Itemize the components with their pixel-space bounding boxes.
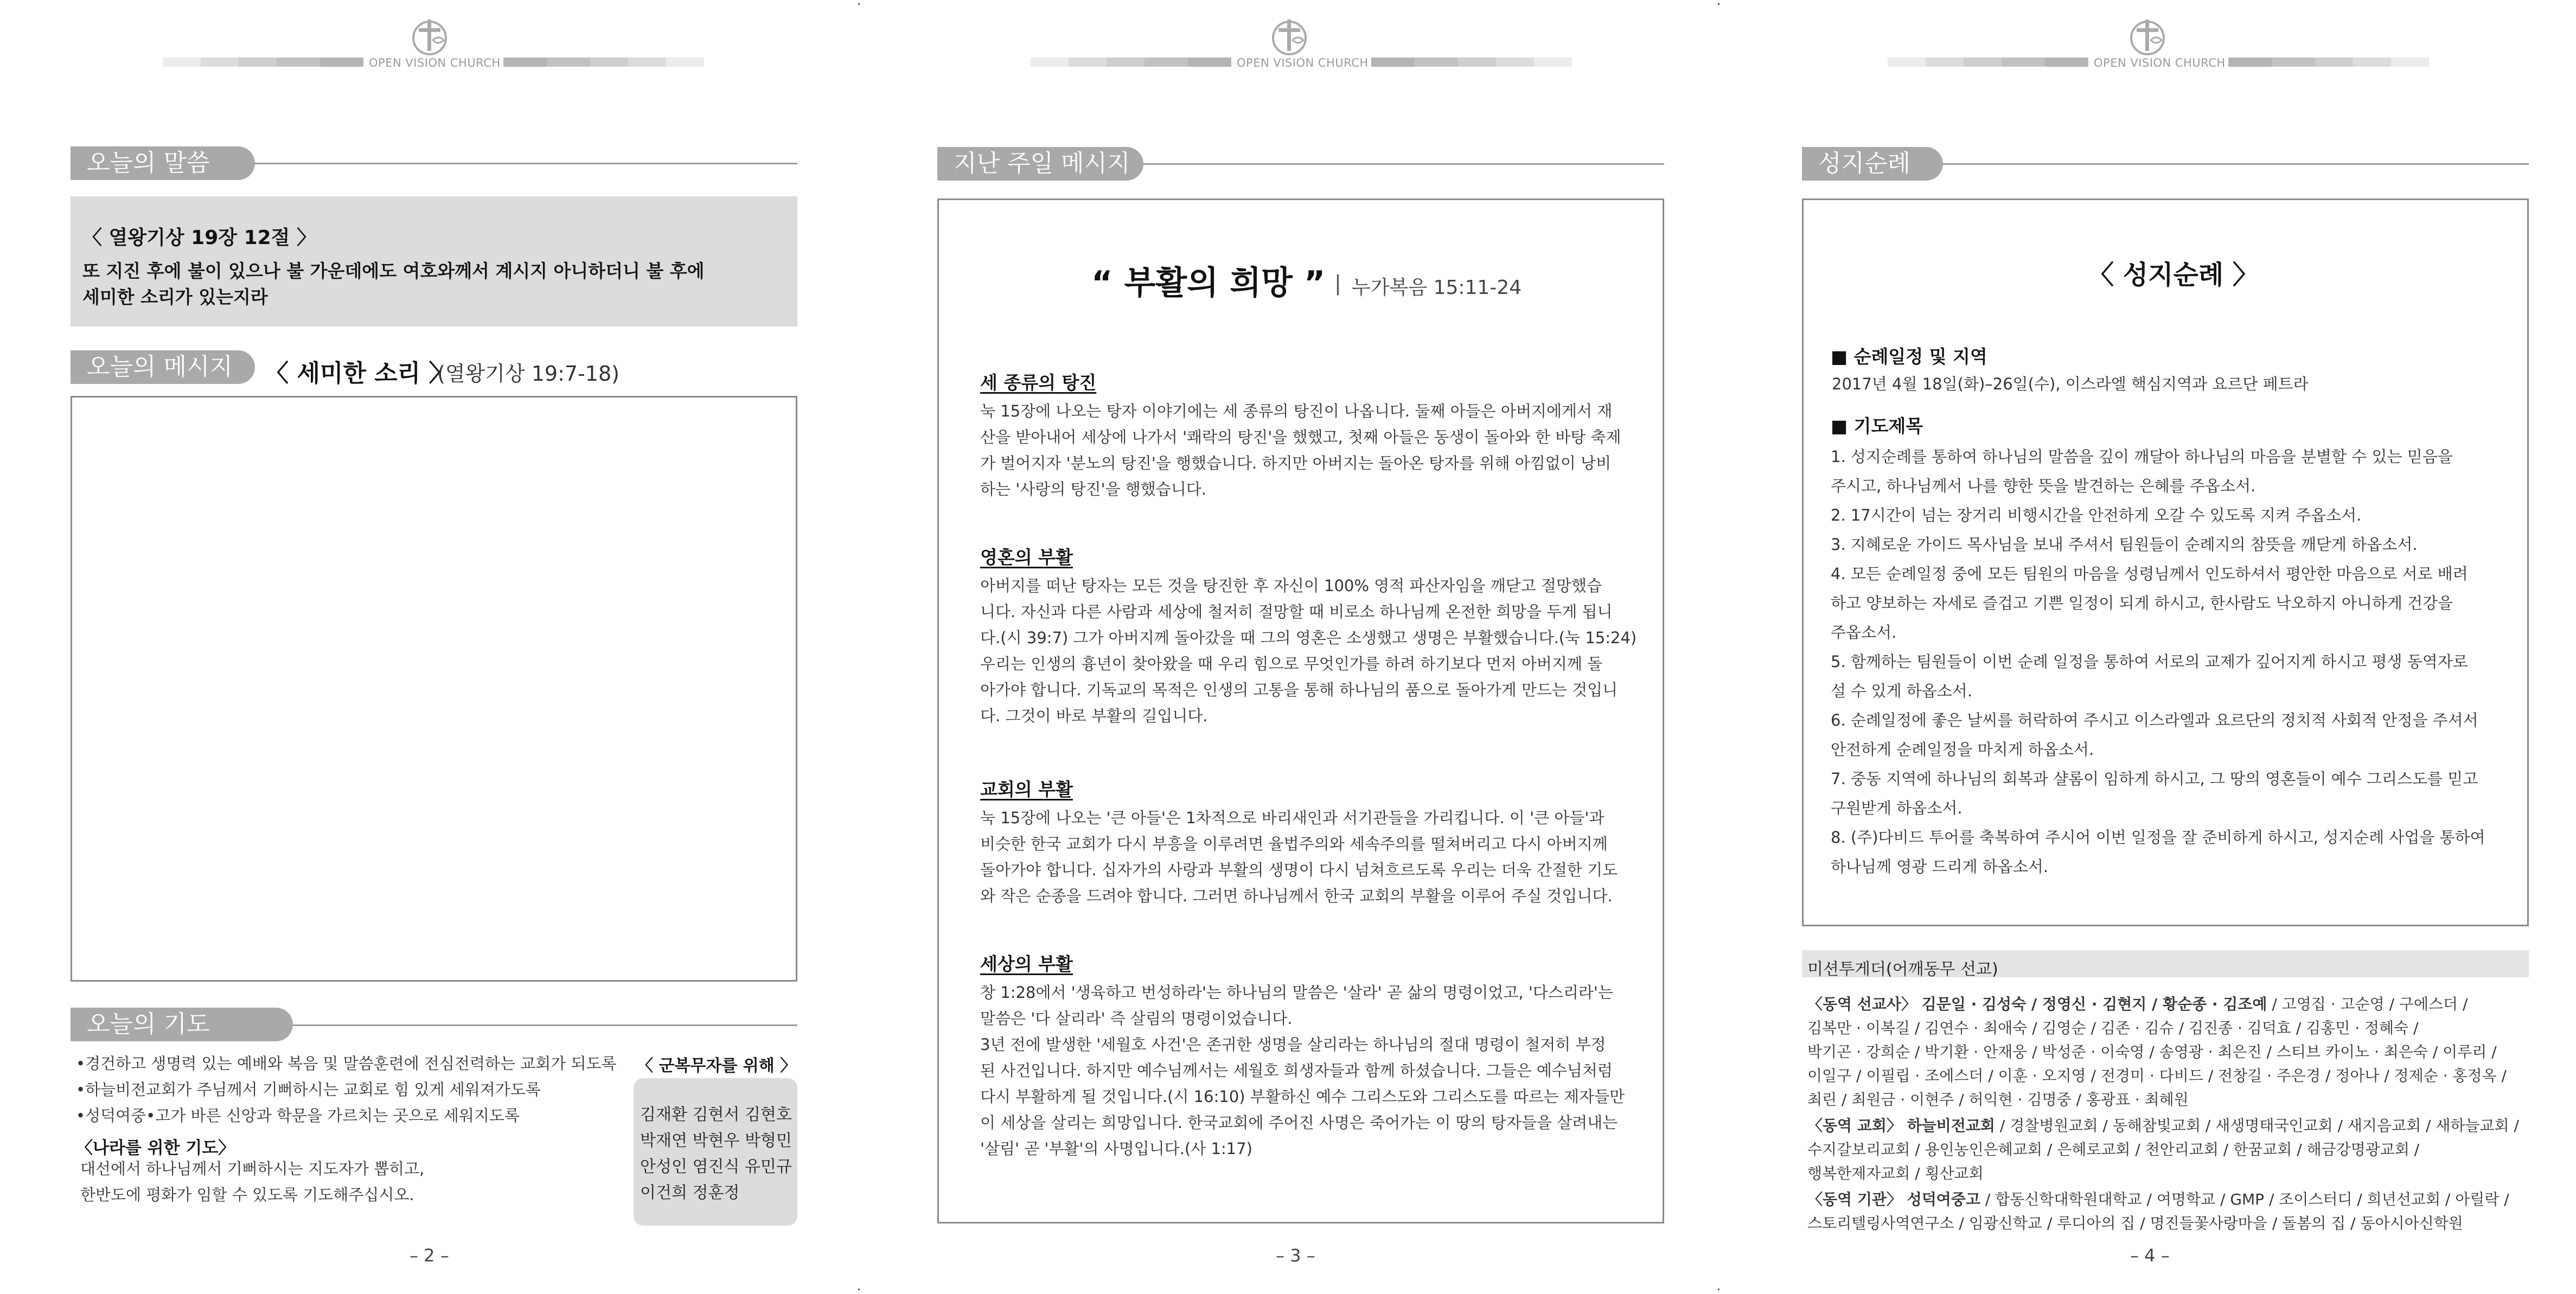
- schedule-text: 2017년 4월 18일(화)–26일(수), 이스라엘 핵심지역과 요르단 페트라: [1832, 375, 2309, 393]
- header-bar-right: [2228, 57, 2429, 67]
- pilgrimage-section-title: 성지순례: [1802, 147, 1943, 181]
- mission-line-text: / 합동신학대학원대학교 / 여명학교 / GMP / 조이스터디 / 희년선교회 / 아릴락 /: [1980, 1190, 2509, 1208]
- crop-mark: [1718, 1289, 1720, 1290]
- mission-line: [1807, 1212, 2463, 1233]
- mission-line-text: 수지갈보리교회 / 용인농인은혜교회 / 은혜로교회 / 천안리교회 / 한꿈교회 / 해금강명광교회 /: [1807, 1141, 2420, 1158]
- prayer-section-title: 오늘의 기도: [71, 1008, 293, 1041]
- military-heading: 〈 군복무자를 위해 〉: [637, 1056, 797, 1075]
- nation-prayer-line: 한반도에 평화가 임할 수 있도록 기도해주십시오.: [80, 1186, 414, 1204]
- mission-line: [1807, 1188, 2509, 1209]
- mission-line-text: 이일구 / 이필립 · 조에스더 / 이훈 · 오지영 / 전경미 · 다비드 / 전창길 · 주은경 / 정아나 / 정제순 · 홍정옥 /: [1807, 1067, 2507, 1085]
- prayer-topic-line: 8. (주)다비드 투어를 축복하여 주시어 이번 일정을 잘 준비하게 하시고, 성지순례 사업을 통하여: [1831, 828, 2485, 847]
- prayer-item: •하늘비전교회가 주님께서 기뻐하시는 교회로 힘 있게 세워져가도록: [76, 1080, 541, 1099]
- mission-line: [1807, 1040, 2497, 1062]
- header-bar-right: [503, 57, 704, 67]
- mission-title: 미션투게더(어깨동무 선교): [1807, 960, 1998, 979]
- prayer-topic-line: 설 수 있게 하옵소서.: [1831, 682, 1972, 700]
- mission-line-text: / 고영집 · 고순영 / 구에스더 /: [2267, 995, 2468, 1013]
- prayer-topic-line: 하나님께 영광 드리게 하옵소서.: [1831, 857, 2049, 876]
- prayer-topic-line: 주옵소서.: [1831, 623, 1897, 642]
- mission-line-text: 스토리텔링사역연구소 / 임광신학교 / 루디아의 집 / 명진들꽃사랑마을 / 돌봄의 집 / 동아시아신학원: [1807, 1214, 2463, 1232]
- crop-mark: [858, 3, 860, 5]
- page-2: [0, 0, 858, 1294]
- word-section-title: 오늘의 말씀: [71, 146, 255, 180]
- notes-box[interactable]: [71, 396, 797, 982]
- prayer-topic-line: 7. 중동 지역에 하나님의 회복과 샬롬이 임하게 하시고, 그 땅의 영혼들이 예수 그리스도를 믿고: [1831, 770, 2478, 788]
- military-box: [634, 1078, 797, 1226]
- sermon-reference: (열왕기상 19:7-18): [437, 362, 619, 386]
- sermon-subheading: 교회의 부활: [980, 779, 1073, 800]
- page-number: – 4 –: [2130, 1245, 2170, 1266]
- mission-line-text: / 경찰병원교회 / 동해참빛교회 / 새생명태국인교회 / 새지음교회 / 새하늘교회 /: [1995, 1117, 2519, 1135]
- prayer-topic-line: 주시고, 하나님께서 나를 향한 뜻을 발견하는 은혜를 주옵소서.: [1831, 477, 2256, 495]
- verse-line: 세미한 소리가 있는지라: [82, 286, 268, 308]
- prayer-topic-line: 5. 함께하는 팀원들이 이번 순례 일정을 통하여 서로의 교제가 깊어지게 하시고 평생 동역자로: [1831, 652, 2468, 671]
- page-number: – 3 –: [1276, 1245, 1315, 1266]
- mission-line-label: 〈동역 교회〉 하늘비전교회: [1807, 1117, 1995, 1135]
- sermon-paragraph: 눅 15장에 나오는 탕자 이야기에는 세 종류의 탕진이 나옵니다. 둘째 아들은 아버지에게서 재 산을 받아내어 세상에 나가서 '쾌락의 탕진'을 했했고, 첫째 아들은 동생이 돌아와 한 바탕 축제 가 벌어지자 '분노의 탕진'을 행했습니다. 하지만 아버지는 돌아온 탕자를 위해 아낌없이 낭비 하는 '사랑의 탕진'을 행했습니다.: [980, 402, 1621, 498]
- page-3: [858, 0, 1718, 1294]
- header-bar-left: [1031, 57, 1231, 67]
- prayer-topic-line: 구원받게 하옵소서.: [1831, 799, 1963, 817]
- header-bar-right: [1371, 57, 1572, 67]
- verse-line: 또 지진 후에 불이 있으나 불 가운데에도 여호와께서 계시지 아니하더니 불 후에: [82, 260, 705, 281]
- church-cross-logo-icon: [2126, 15, 2169, 59]
- sermon-title: 〈 세미한 소리 〉: [265, 360, 453, 387]
- sermon-paragraph: 눅 15장에 나오는 '큰 아들'은 1차적으로 바리새인과 서기관들을 가리킵니다. 이 '큰 아들'과 비슷한 한국 교회가 다시 부흥을 이루려면 율법주의와 세속주의를 떨쳐버리고 다시 아버지께 돌아가야 합니다. 십자가의 사랑과 부활의 생명이 다시 넘쳐흐르도록 우리는 더욱 간절한 기도 와 작은 순종을 드려야 합니다. 그러면 하나님께서 한국 교회의 부활을 이루어 주실 것입니다.: [980, 809, 1618, 905]
- church-cross-logo-icon: [408, 15, 451, 59]
- mission-line-label: 〈동역 선교사〉 김문일 · 김성숙 / 정영신 · 김현지 / 황순종 · 김조예: [1807, 995, 2267, 1013]
- sermon-title: “ 부활의 희망 ”: [1091, 264, 1326, 302]
- prayer-item: •성덕여중•고가 바른 신앙과 학문을 가르치는 곳으로 세워지도록: [76, 1106, 520, 1125]
- prayer-topic-line: 2. 17시간이 넘는 장거리 비행시간을 안전하게 오갈 수 있도록 지켜 주옵소서.: [1831, 506, 2362, 524]
- sermon-subheading: 영혼의 부활: [980, 547, 1073, 568]
- sermon-paragraph: 창 1:28에서 '생육하고 번성하라'는 하나님의 말씀은 '살라' 곧 삶의 명령이었고, '다스리라'는 말씀은 '다 살리라' 즉 살림의 명령이었습니다. 3년 전에 발생한 '세월호 사건'은 존귀한 생명을 살리라는 하나님의 절대 명령이 철저히 부정 된 사건입니다. 하지만 예수님께서는 세월호 희생자들과 함께 하셨습니다. 그들은 예수님처럼 다시 부활하게 될 것입니다.(시 16:10) 부활하신 예수 그리스도와 그리스도를 따르는 제자들만 이 세상을 살리는 희망입니다. 한국교회에 주어진 사명은 죽어가는 이 땅의 탕자들을 살려내는 '살림' 곧 '부활'의 사명입니다.(사 1:17): [980, 983, 1625, 1158]
- military-row: 박재연 박현우 박형민: [640, 1131, 792, 1150]
- sermon-reference: 누가복음 15:11-24: [1352, 277, 1522, 299]
- mission-line: [1807, 1114, 2519, 1136]
- prayer-topic-line: 안전하게 순례일정을 마치게 하옵소서.: [1831, 740, 2094, 759]
- page-number: – 2 –: [410, 1245, 449, 1266]
- military-row: 이건희 정훈정: [640, 1183, 740, 1202]
- header-bar-left: [1888, 57, 2088, 67]
- prayer-topic-line: 하고 양보하는 자세로 즐겁고 기쁜 일정이 되게 하시고, 한사람도 낙오하지 아니하게 건강을: [1831, 594, 2453, 612]
- header-church-name: OPEN VISION CHURCH: [369, 56, 501, 69]
- sermon-subheading: 세 종류의 탕진: [980, 372, 1097, 393]
- header-church-name: OPEN VISION CHURCH: [2094, 56, 2226, 69]
- schedule-heading: ■ 순례일정 및 지역: [1831, 346, 1987, 367]
- title-separator: |: [1334, 271, 1341, 295]
- mission-line: [1807, 992, 2468, 1014]
- mission-line: [1807, 1138, 2419, 1160]
- mission-line-text: 박기곤 · 강희순 / 박기환 · 안재웅 / 박성준 · 이숙영 / 송영광 · 최은진 / 스티브 카이노 · 최은숙 / 이루리 /: [1807, 1043, 2497, 1061]
- prayer-topic-line: 3. 지혜로운 가이드 목사님을 보내 주셔서 팀원들이 순례지의 참뜻을 깨닫게 하옵소서.: [1831, 535, 2418, 554]
- church-cross-logo-icon: [1268, 15, 1311, 59]
- prayer-topic-line: 1. 성지순례를 통하여 하나님의 말씀을 깊이 깨달아 하나님의 마음을 분별할 수 있는 믿음을: [1831, 447, 2453, 466]
- military-row: 안성인 염진식 유민규: [640, 1157, 792, 1176]
- last-sermon-section-title: 지난 주일 메시지: [937, 147, 1143, 181]
- sermon-subheading: 세상의 부활: [980, 953, 1073, 975]
- page-4: [1718, 0, 2576, 1294]
- header-bar-left: [163, 57, 363, 67]
- mission-line: [1807, 1088, 2189, 1110]
- mission-line: [1807, 1162, 1984, 1183]
- mission-line: [1807, 1016, 2419, 1038]
- verse-reference: 〈 열왕기상 19장 12절 〉: [82, 227, 316, 249]
- nation-prayer-line: 대선에서 하나님께서 기뻐하시는 지도자가 뽑히고,: [80, 1160, 425, 1178]
- pilgrimage-title: 〈 성지순례 〉: [2088, 260, 2259, 290]
- prayer-topic-line: 4. 모든 순례일정 중에 모든 팀원의 마음을 성령님께서 인도하셔서 평안한 마음으로 서로 배려: [1831, 565, 2468, 583]
- nation-prayer-heading: 〈나라를 위한 기도〉: [76, 1138, 235, 1158]
- mission-line-text: 행복한제자교회 / 횡산교회: [1807, 1164, 1984, 1182]
- message-section-title: 오늘의 메시지: [71, 350, 255, 384]
- mission-line-text: 최린 / 최원금 · 이현주 / 허익현 · 김명중 / 홍광표 · 최혜원: [1807, 1091, 2189, 1109]
- prayer-topic-line: 6. 순례일정에 좋은 날씨를 허락하여 주시고 이스라엘과 요르단의 정치적 사회적 안정을 주셔서: [1831, 711, 2478, 729]
- sermon-paragraph: 아버지를 떠난 탕자는 모든 것을 탕진한 후 자신이 100% 영적 파산자임을 깨닫고 절망했습 니다. 자신과 다른 사람과 세상에 철저히 절망할 때 비로소 하나님께 온전한 희망을 두게 됩니 다.(시 39:7) 그가 아버지께 돌아갔을 때 그의 영혼은 소생했고 생명은 부활했습니다.(눅 15:24) 우리는 인생의 흉년이 찾아왔을 때 우리 힘으로 무엇인가를 하려 하기보다 먼저 아버지께 돌 아가야 합니다. 기독교의 목적은 인생의 고통을 통해 하나님의 품으로 돌아가게 만드는 것입니 다. 그것이 바로 부활의 길입니다.: [980, 576, 1637, 725]
- mission-line-label: 〈동역 기관〉 성덕여중고: [1807, 1190, 1980, 1208]
- header-church-name: OPEN VISION CHURCH: [1237, 56, 1369, 69]
- prayer-item: •경건하고 생명력 있는 예배와 복음 및 말씀훈련에 전심전력하는 교회가 되도록: [76, 1054, 617, 1073]
- prayer-topics-heading: ■ 기도제목: [1831, 415, 1923, 437]
- crop-mark: [858, 1289, 860, 1290]
- mission-line-text: 김복만 · 이복길 / 김연수 · 최애숙 / 김영순 / 김존 · 김슈 / 김진종 · 김덕효 / 김홍민 · 정혜숙 /: [1807, 1019, 2419, 1037]
- mission-line: [1807, 1064, 2507, 1086]
- crop-mark: [1718, 3, 1720, 5]
- military-row: 김재환 김현서 김현호: [640, 1105, 792, 1124]
